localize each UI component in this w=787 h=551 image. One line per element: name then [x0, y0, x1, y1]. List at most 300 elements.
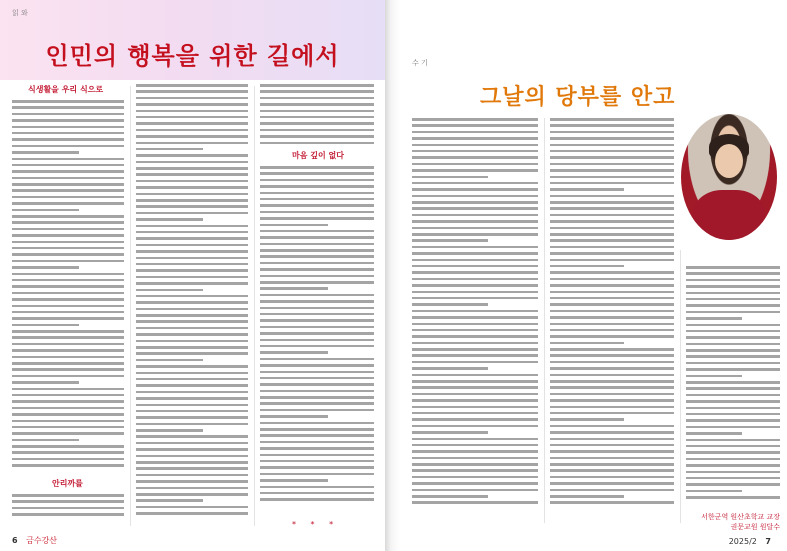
- text-line: [12, 158, 124, 161]
- text-column-3: [686, 266, 780, 502]
- text-line: [686, 394, 780, 397]
- section-label: 읽 와: [12, 9, 28, 17]
- text-line: [136, 301, 248, 304]
- text-line: [12, 126, 124, 129]
- text-line: [12, 343, 124, 346]
- text-line: [550, 137, 674, 140]
- page-number: 6: [12, 536, 18, 545]
- text-line: [412, 291, 538, 294]
- text-line: [136, 269, 248, 272]
- magazine-name: 금수강산: [26, 536, 58, 545]
- text-line: [136, 429, 203, 432]
- text-line: [260, 84, 374, 87]
- text-line: [136, 461, 248, 464]
- text-line: [136, 122, 248, 125]
- text-line: [550, 118, 674, 121]
- text-line: [412, 342, 538, 345]
- text-line: [12, 400, 124, 403]
- text-line: [136, 154, 248, 157]
- text-line: [550, 246, 674, 249]
- text-line: [412, 156, 538, 159]
- text-line: [260, 142, 374, 145]
- text-line: [412, 406, 538, 409]
- text-line: [260, 396, 374, 399]
- text-line: [136, 487, 248, 490]
- text-line: [412, 329, 538, 332]
- text-line: [260, 377, 374, 380]
- text-line: [136, 231, 248, 234]
- text-line: [412, 495, 488, 498]
- text-line: [136, 212, 248, 215]
- text-line: [686, 330, 780, 333]
- text-line: [260, 287, 328, 290]
- text-line: [260, 339, 374, 342]
- text-line: [412, 469, 538, 472]
- text-line: [550, 195, 674, 198]
- text-line: [136, 295, 248, 298]
- text-line: [686, 279, 780, 282]
- text-line: [12, 241, 124, 244]
- text-line: [412, 476, 538, 479]
- text-line: [412, 137, 538, 140]
- text-line: [136, 423, 248, 426]
- text-line: [550, 463, 674, 466]
- column-rule: [254, 86, 255, 526]
- text-line: [686, 349, 780, 352]
- text-line: [686, 355, 780, 358]
- text-line: [136, 193, 248, 196]
- text-line: [260, 211, 374, 214]
- text-line: [12, 513, 124, 516]
- text-line: [686, 298, 780, 301]
- text-line: [550, 386, 674, 389]
- text-line: [12, 420, 124, 423]
- text-line: [686, 483, 780, 486]
- text-line: [12, 247, 124, 250]
- text-line: [12, 138, 124, 141]
- text-line: [550, 220, 674, 223]
- text-line: [12, 119, 124, 122]
- text-line: [412, 284, 538, 287]
- text-line: [260, 166, 374, 169]
- text-line: [136, 372, 248, 375]
- text-line: [136, 205, 248, 208]
- text-line: [260, 492, 374, 495]
- text-line: [136, 410, 248, 413]
- left-page: [0, 0, 385, 551]
- text-line: [12, 292, 124, 295]
- text-line: [686, 368, 780, 371]
- text-line: [12, 266, 79, 269]
- text-line: [260, 422, 374, 425]
- text-line: [550, 329, 674, 332]
- text-line: [412, 169, 538, 172]
- column-rule: [680, 250, 681, 523]
- text-line: [686, 375, 742, 378]
- text-line: [260, 498, 374, 501]
- text-line: [260, 255, 374, 258]
- text-line: [412, 354, 538, 357]
- text-line: [686, 324, 780, 327]
- text-line: [12, 394, 124, 397]
- text-line: [260, 294, 374, 297]
- text-line: [550, 124, 674, 127]
- text-line: [686, 496, 780, 499]
- spine-gutter: [385, 0, 400, 551]
- text-line: [550, 207, 674, 210]
- text-line: [260, 441, 374, 444]
- text-line: [136, 493, 248, 496]
- text-line: [686, 272, 780, 275]
- text-line: [260, 122, 374, 125]
- text-line: [550, 278, 674, 281]
- text-line: [550, 169, 674, 172]
- text-line: [686, 426, 780, 429]
- text-line: [412, 278, 538, 281]
- text-line: [136, 391, 248, 394]
- text-line: [136, 129, 248, 132]
- text-line: [550, 406, 674, 409]
- text-line: [260, 402, 374, 405]
- text-line: [412, 367, 488, 370]
- text-line: [412, 361, 538, 364]
- text-column-1: [12, 100, 124, 471]
- text-line: [260, 454, 374, 457]
- text-line: [260, 192, 374, 195]
- text-line: [260, 371, 374, 374]
- text-line: [260, 319, 374, 322]
- column-rule: [544, 118, 545, 523]
- text-line: [260, 97, 374, 100]
- text-line: [136, 142, 248, 145]
- text-line: [136, 186, 248, 189]
- text-line: [686, 407, 780, 410]
- text-line: [412, 425, 538, 428]
- text-line: [412, 271, 538, 274]
- text-line: [260, 415, 328, 418]
- text-line: [412, 450, 538, 453]
- text-line: [412, 393, 538, 396]
- text-line: [136, 512, 248, 515]
- text-line: [550, 367, 674, 370]
- text-line: [412, 374, 538, 377]
- text-line: [136, 282, 248, 285]
- page-footer: [12, 535, 57, 546]
- text-line: [686, 439, 780, 442]
- text-line: [12, 362, 124, 365]
- text-column-3-cont: [260, 166, 374, 505]
- text-line: [260, 313, 374, 316]
- text-line: [412, 303, 488, 306]
- text-line: [412, 131, 538, 134]
- text-line: [550, 284, 674, 287]
- text-line: [136, 257, 248, 260]
- text-line: [550, 323, 674, 326]
- text-line: [550, 425, 674, 428]
- text-line: [12, 285, 124, 288]
- right-page: [400, 0, 787, 551]
- text-line: [260, 198, 374, 201]
- text-line: [136, 161, 248, 164]
- text-line: [550, 501, 674, 504]
- text-line: [12, 170, 124, 173]
- author-name: 권문교원 원달수: [730, 523, 780, 531]
- text-line: [550, 227, 674, 230]
- text-line: [12, 413, 124, 416]
- text-line: [12, 177, 124, 180]
- text-line: [260, 364, 374, 367]
- text-line: [260, 172, 374, 175]
- text-line: [260, 351, 328, 354]
- text-line: [550, 380, 674, 383]
- text-line: [412, 482, 538, 485]
- text-line: [550, 239, 674, 242]
- text-line: [260, 204, 374, 207]
- text-line: [136, 148, 203, 151]
- text-line: [12, 151, 79, 154]
- text-line: [260, 262, 374, 265]
- text-line: [550, 291, 674, 294]
- text-line: [686, 285, 780, 288]
- text-line: [12, 215, 124, 218]
- text-line: [550, 150, 674, 153]
- text-line: [260, 300, 374, 303]
- text-line: [136, 135, 248, 138]
- text-line: [550, 361, 674, 364]
- text-line: [260, 486, 374, 489]
- text-line: [12, 106, 124, 109]
- text-line: [412, 444, 538, 447]
- text-line: [260, 307, 374, 310]
- text-line: [260, 409, 374, 412]
- text-line: [136, 359, 203, 362]
- text-line: [136, 289, 203, 292]
- text-line: [550, 259, 674, 262]
- article-title: 그날의 당부를 안고: [480, 84, 676, 110]
- author-line: [700, 512, 780, 532]
- text-line: [260, 217, 374, 220]
- text-line: [260, 473, 374, 476]
- text-line: [136, 314, 248, 317]
- text-line: [136, 435, 248, 438]
- text-line: [136, 474, 248, 477]
- text-line: [12, 305, 124, 308]
- text-line: [136, 116, 248, 119]
- text-line: [412, 431, 488, 434]
- text-line: [260, 326, 374, 329]
- text-line: [12, 189, 124, 192]
- text-line: [12, 458, 124, 461]
- subheading-2: 안리까를: [52, 479, 83, 488]
- text-line: [686, 387, 780, 390]
- text-line: [412, 463, 538, 466]
- text-line: [412, 489, 538, 492]
- text-line: [12, 464, 124, 467]
- text-line: [550, 233, 674, 236]
- text-line: [136, 263, 248, 266]
- author-affiliation: 서한군역 원산초학교 교장: [701, 513, 780, 521]
- text-line: [136, 237, 248, 240]
- text-line: [136, 167, 248, 170]
- text-line: [136, 97, 248, 100]
- author-portrait: [681, 114, 777, 240]
- text-line: [136, 103, 248, 106]
- text-line: [550, 354, 674, 357]
- text-line: [550, 374, 674, 377]
- text-column-1: [412, 118, 538, 508]
- text-line: [260, 179, 374, 182]
- text-line: [260, 116, 374, 119]
- text-line: [12, 273, 124, 276]
- text-line: [136, 180, 248, 183]
- text-line: [12, 494, 124, 497]
- text-line: [550, 265, 624, 268]
- text-line: [412, 259, 538, 262]
- text-line: [260, 332, 374, 335]
- text-line: [12, 260, 124, 263]
- text-line: [260, 236, 374, 239]
- text-line: [12, 407, 124, 410]
- text-line: [550, 201, 674, 204]
- text-line: [12, 298, 124, 301]
- text-line: [136, 244, 248, 247]
- text-line: [12, 381, 79, 384]
- text-line: [12, 368, 124, 371]
- text-line: [686, 445, 780, 448]
- text-line: [412, 207, 538, 210]
- text-line: [550, 271, 674, 274]
- text-line: [12, 228, 124, 231]
- text-line: [412, 118, 538, 121]
- text-line: [550, 431, 674, 434]
- text-line: [260, 460, 374, 463]
- text-line: [550, 156, 674, 159]
- text-line: [412, 412, 538, 415]
- page-number: 7: [765, 537, 771, 546]
- text-line: [12, 500, 124, 503]
- text-line: [550, 342, 624, 345]
- text-line: [260, 447, 374, 450]
- text-line: [12, 279, 124, 282]
- text-line: [550, 438, 674, 441]
- text-line: [12, 426, 124, 429]
- text-line: [260, 110, 374, 113]
- text-line: [136, 448, 248, 451]
- text-line: [550, 444, 674, 447]
- text-line: [550, 214, 674, 217]
- text-line: [12, 132, 124, 135]
- text-line: [412, 144, 538, 147]
- text-line: [550, 495, 624, 498]
- text-line: [260, 135, 374, 138]
- text-line: [412, 348, 538, 351]
- text-line: [136, 333, 248, 336]
- text-line: [12, 317, 124, 320]
- text-line: [412, 246, 538, 249]
- end-mark: * * *: [292, 520, 340, 529]
- text-line: [12, 196, 124, 199]
- text-line: [12, 336, 124, 339]
- text-line: [412, 239, 488, 242]
- text-line: [136, 199, 248, 202]
- text-line: [136, 365, 248, 368]
- text-line: [136, 327, 248, 330]
- text-line: [12, 388, 124, 391]
- text-line: [550, 297, 674, 300]
- text-line: [412, 150, 538, 153]
- text-line: [260, 434, 374, 437]
- text-column-3: [260, 84, 374, 148]
- text-line: [550, 316, 674, 319]
- article-title: 인민의 행복을 위한 길에서: [45, 41, 340, 70]
- text-line: [136, 416, 248, 419]
- text-line: [136, 84, 248, 87]
- text-line: [412, 316, 538, 319]
- text-line: [550, 489, 674, 492]
- text-line: [136, 218, 203, 221]
- text-line: [260, 345, 374, 348]
- text-line: [136, 173, 248, 176]
- text-line: [686, 400, 780, 403]
- text-line: [412, 418, 538, 421]
- text-line: [260, 275, 374, 278]
- text-line: [412, 201, 538, 204]
- portrait-face: [715, 144, 743, 178]
- text-line: [412, 399, 538, 402]
- text-line: [136, 352, 248, 355]
- text-line: [12, 234, 124, 237]
- text-line: [136, 467, 248, 470]
- text-line: [686, 266, 780, 269]
- text-line: [260, 129, 374, 132]
- issue-number: 2025/2: [728, 537, 757, 546]
- text-line: [550, 252, 674, 255]
- text-line: [136, 499, 203, 502]
- page-footer: [729, 537, 777, 546]
- column-rule: [130, 86, 131, 526]
- text-line: [12, 432, 124, 435]
- text-line: [412, 220, 538, 223]
- text-line: [136, 90, 248, 93]
- text-column-2: [136, 84, 248, 519]
- text-line: [412, 195, 538, 198]
- text-line: [412, 176, 488, 179]
- text-line: [550, 182, 674, 185]
- text-line: [12, 451, 124, 454]
- text-line: [686, 451, 780, 454]
- text-line: [550, 482, 674, 485]
- text-line: [412, 501, 538, 504]
- text-line: [686, 464, 780, 467]
- text-column-2: [550, 118, 674, 508]
- text-line: [412, 182, 538, 185]
- text-line: [550, 144, 674, 147]
- text-line: [686, 471, 780, 474]
- text-line: [412, 457, 538, 460]
- text-line: [12, 507, 124, 510]
- text-line: [412, 227, 538, 230]
- text-line: [136, 340, 248, 343]
- text-line: [412, 310, 538, 313]
- subheading-3: 마음 깊이 없다: [292, 151, 344, 160]
- text-line: [686, 362, 780, 365]
- text-line: [412, 233, 538, 236]
- text-line: [260, 268, 374, 271]
- text-line: [136, 397, 248, 400]
- text-line: [136, 225, 248, 228]
- text-line: [412, 124, 538, 127]
- text-line: [412, 163, 538, 166]
